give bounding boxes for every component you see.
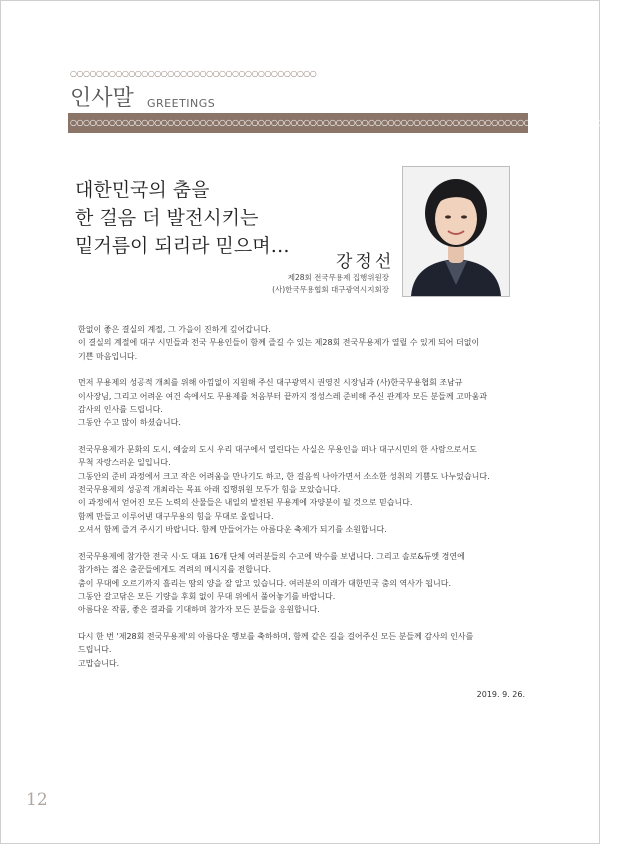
portrait-illustration (403, 167, 509, 296)
text-line: 드립니다. (78, 645, 112, 655)
paragraph (78, 376, 518, 430)
text-line: 한없이 좋은 결실의 계절, 그 가을이 진하게 깊어갑니다. (78, 325, 271, 334)
paragraph (78, 323, 518, 363)
page-number: 12 (26, 790, 48, 810)
text-line: 기쁜 마음입니다. (78, 351, 138, 361)
text-line: 먼저 무용제의 성공적 개최를 위해 아낌없이 지원해 주신 대구광역시 권영진 시장님과 (사)한국무용협회 조남규 (78, 378, 463, 388)
text-line: 오셔서 함께 즐겨 주시기 바랍니다. 함께 만들어가는 아름다운 축제가 되기를 소원합니다. (78, 525, 387, 535)
decorative-dot-row: ○○○○○○○○○○○○○○○○○○○○○○○○○○○○○○○○○○○○○○ (70, 69, 317, 78)
author-name: 강정선 (336, 252, 395, 272)
paragraph (78, 630, 518, 670)
text-line: 춤이 무대에 오르기까지 흘리는 땀의 양을 잘 알고 있습니다. 여러분의 미래가 대한민국 춤의 역사가 됩니다. (78, 578, 451, 588)
text-line: 감사의 인사를 드립니다. (78, 405, 163, 415)
text-line: 무척 자랑스러운 일입니다. (78, 458, 171, 468)
text-line: 전국무용제의 성공적 개최라는 목표 아래 집행위원 모두가 힘을 모았습니다. (78, 485, 341, 495)
decorative-band-dots: ○○○○○○○○○○○○○○○○○○○○○○○○○○○○○○○○○○○○○○○○○○○○○○○○○○○○○○○○○○○○○○○○○○○○○○○○○○○○○○○○○○○○○ (70, 118, 621, 127)
author-roles (272, 272, 389, 296)
text-line: 아름다운 작품, 좋은 결과를 기대하며 참가자 모든 분들을 응원합니다. (78, 605, 320, 615)
text-line: 참가하는 젊은 춤꾼들에게도 격려의 메시지를 전합니다. (78, 565, 271, 575)
text-line: 이 과정에서 얻어진 모든 노력의 산물들은 내일의 발전된 무용계에 자양분이 될 것으로 믿습니다. (78, 498, 413, 508)
author-role: (사)한국무용협회 대구광역시지회장 (272, 285, 389, 294)
greeting-body (78, 323, 518, 683)
author-portrait-photo (402, 166, 510, 297)
headline-line: 밑거름이 되리라 믿으며… (75, 235, 290, 257)
text-line: 고맙습니다. (78, 658, 120, 668)
paragraph (78, 443, 518, 537)
text-line: 전국무용제가 문화의 도시, 예술의 도시 우리 대구에서 열린다는 사실은 무용인을 떠나 대구시민의 한 사람으로서도 (78, 444, 477, 454)
author-role: 제28회 전국무용제 집행위원장 (287, 273, 389, 282)
letter-date: 2019. 9. 26. (476, 690, 525, 699)
text-line: 전국무용제에 참가한 전국 시·도 대표 16개 단체 여러분들의 수고에 박수를 보냅니다. 그리고 솔로&듀엣 경연에 (78, 551, 465, 561)
text-line: 이 결실의 계절에 대구 시민들과 전국 무용인들이 함께 즐길 수 있는 제28회 전국무용제가 열릴 수 있게 되어 더없이 (78, 338, 480, 348)
text-line: 그동안의 준비 과정에서 크고 작은 어려움을 만나기도 하고, 한 걸음씩 나아가면서 소소한 성취의 기쁨도 나누었습니다. (78, 471, 490, 481)
headline-line: 한 걸음 더 발전시키는 (75, 207, 259, 229)
page-title: 인사말 (70, 86, 134, 111)
text-line: 함께 만들고 이루어낸 대구무용의 힘을 무대로 올립니다. (78, 511, 274, 521)
paragraph (78, 550, 518, 617)
page-subtitle: GREETINGS (147, 97, 216, 110)
text-line: 이사장님, 그리고 어려운 여건 속에서도 무용제를 처음부터 끝까지 정성스레 준비해 주신 관계자 모든 분들께 고마움과 (78, 391, 488, 401)
headline (75, 176, 290, 260)
text-line: 다시 한 번 '제28회 전국무용제'의 아름다운 행보를 축하하며, 함께 같은 길을 걸어주신 모든 분들께 감사의 인사를 (78, 631, 474, 641)
text-line: 그동안 갈고닦은 모든 기량을 후회 없이 무대 위에서 풀어놓기를 바랍니다. (78, 591, 336, 601)
headline-line: 대한민국의 춤을 (75, 179, 210, 201)
text-line: 그동안 수고 많이 하셨습니다. (78, 418, 181, 428)
